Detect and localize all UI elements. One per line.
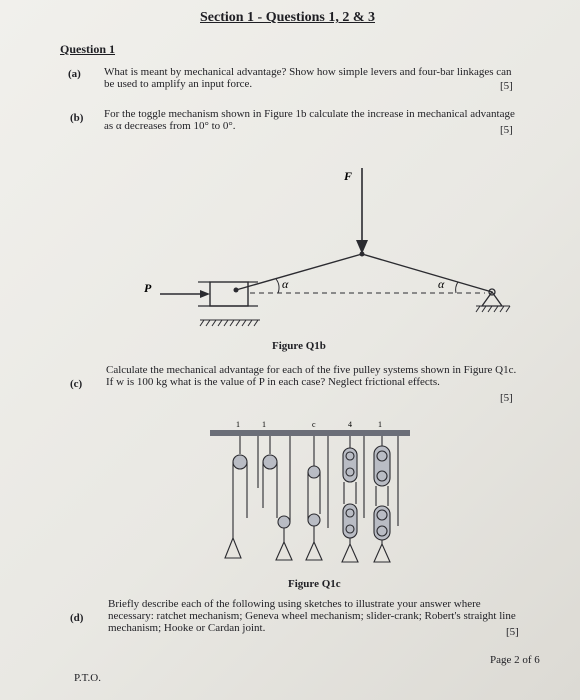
pulley-system-5: [374, 436, 398, 562]
alpha-label-left: α: [282, 277, 289, 291]
part-c-text: Calculate the mechanical advantage for each of the five pulley systems shown in Figure Q1c. If w is 100 kg what is the value of P in each case? Neglect frictional effects.: [106, 364, 517, 388]
part-a-label: (a): [68, 68, 81, 80]
p-arrowhead: [200, 290, 210, 298]
part-c-marks: [5]: [500, 392, 513, 404]
force-label: F: [344, 169, 353, 183]
pulley-system-1: [225, 436, 258, 558]
part-d-marks: [5]: [506, 626, 519, 638]
column-label-5: 1: [378, 420, 382, 429]
slider-pin: [234, 288, 239, 293]
figure-q1c-caption: Figure Q1c: [288, 578, 341, 590]
part-a-marks: [5]: [500, 80, 513, 92]
column-label-3: c: [312, 420, 316, 429]
column-label-4: 4: [348, 420, 352, 429]
right-pivot-support: [482, 292, 502, 306]
figure-q1b-caption: Figure Q1b: [272, 340, 326, 352]
part-d-text: Briefly describe each of the following using sketches to illustrate your answer where necessary: ratchet mechanism; Geneva wheel mechanism; slider-crank; Robert's straight line mechanism; Hooke or Cardan joint.: [108, 598, 516, 634]
column-label-2: 1: [262, 420, 266, 429]
page-number: Page 2 of 6: [490, 654, 540, 666]
part-a-text: What is meant by mechanical advantage? Show how simple levers and four-bar linkages can be used to amplify an input force.: [104, 66, 512, 90]
alpha-arc-left: [276, 279, 279, 293]
alpha-label-right: α: [438, 277, 445, 291]
part-b-marks: [5]: [500, 124, 513, 136]
p-label: P: [144, 281, 152, 295]
section-title: Section 1 - Questions 1, 2 & 3: [200, 10, 375, 25]
ground-hatch-left: [200, 320, 260, 326]
left-link: [236, 254, 362, 290]
apex-pin: [360, 252, 365, 257]
part-b-label: (b): [70, 112, 84, 124]
question-heading: Question 1: [60, 42, 116, 56]
slider-block: [210, 282, 248, 306]
column-label-1: 1: [236, 420, 240, 429]
ground-hatch-right: [476, 306, 510, 312]
alpha-arc-right: [456, 282, 458, 293]
figure-q1b-toggle-mechanism: [130, 160, 530, 330]
pto-note: P.T.O.: [74, 672, 101, 684]
right-link: [362, 254, 492, 292]
part-c-label: (c): [70, 378, 83, 390]
part-d-label: (d): [70, 612, 84, 624]
part-b-text: For the toggle mechanism shown in Figure 1b calculate the increase in mechanical advantage as α decreases from 10° to 0°.: [104, 108, 515, 132]
pulley-system-2: [263, 436, 292, 560]
pulley-system-4: [342, 436, 364, 562]
pulley-system-3: [306, 436, 328, 560]
figure-q1c-pulley-systems: [208, 418, 418, 578]
ceiling-beam: [210, 430, 410, 436]
